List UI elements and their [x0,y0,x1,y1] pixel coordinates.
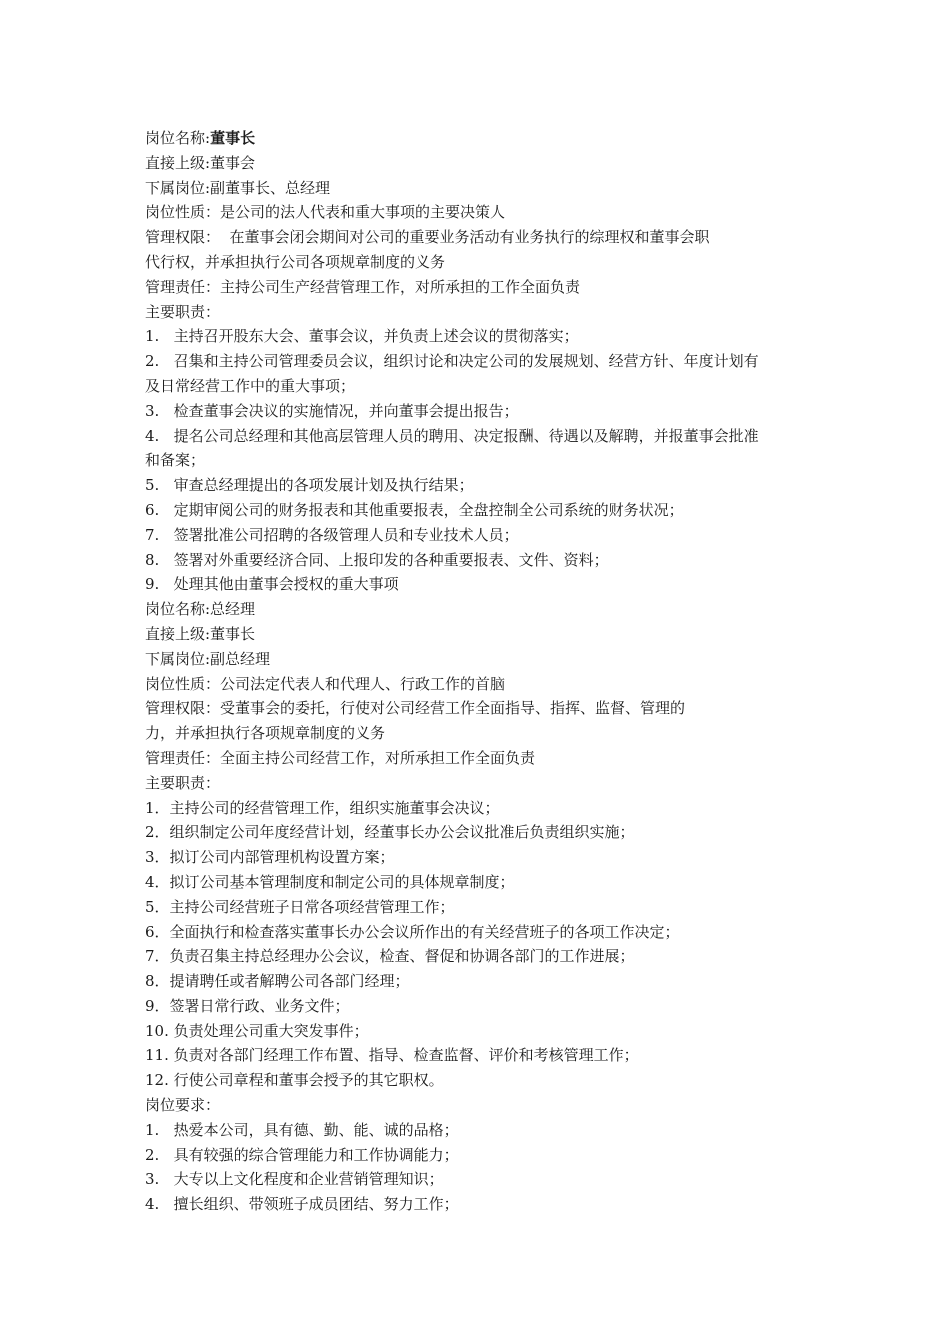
duty-item: 5. 审查总经理提出的各项发展计划及执行结果； [145,476,474,495]
duty-item: 12. 行使公司章程和董事会授予的其它职权。 [145,1071,444,1090]
requirement-item: 4. 擅长组织、带领班子成员团结、努力工作； [145,1195,459,1214]
duty-item: 9. 处理其他由董事会授权的重大事项 [145,575,399,594]
subordinate-line: 下属岗位:副董事长、总经理 [145,178,331,197]
duty-item-cont: 及日常经营工作中的重大事项； [145,376,356,395]
authority-line: 管理权限： 在董事会闭会期间对公司的重要业务活动有业务执行的综理权和董事会职 [145,228,710,247]
duty-item: 10. 负责处理公司重大突发事件； [145,1021,369,1040]
duty-item: 4．拟订公司基本管理制度和制定公司的具体规章制度； [145,872,515,891]
duty-item: 2. 召集和主持公司管理委员会议，组织讨论和决定公司的发展规划、经营方针、年度计划有 [145,352,759,371]
supervisor-line: 直接上级:董事长 [145,624,256,643]
duty-item: 7．负责召集主持总经理办公会议，检查、督促和协调各部门的工作进展； [145,947,635,966]
duty-item: 8．提请聘任或者解聘公司各部门经理； [145,972,410,991]
position-title-label: 岗位名称: [145,129,211,147]
duty-item: 6. 定期审阅公司的财务报表和其他重要报表，全盘控制全公司系统的财务状况； [145,500,684,519]
requirements-heading: 岗位要求： [145,1096,221,1115]
duties-heading: 主要职责： [145,773,221,792]
requirement-item: 1. 热爱本公司，具有德、勤、能、诚的品格； [145,1120,459,1139]
authority-line-cont: 代行权，并承担执行公司各项规章制度的义务 [145,252,446,271]
duty-item: 6．全面执行和检查落实董事长办公会议所作出的有关经营班子的各项工作决定； [145,922,680,941]
authority-line: 管理权限：受董事会的委托，行使对公司经营工作全面指导、指挥、监督、管理的 [145,699,686,718]
duty-item: 8. 签署对外重要经济合同、上报印发的各种重要报表、文件、资料； [145,550,609,569]
duty-item: 4. 提名公司总经理和其他高层管理人员的聘用、决定报酬、待遇以及解聘，并报董事会批准 [145,426,759,445]
duty-item: 1. 主持召开股东大会、董事会议，并负责上述会议的贯彻落实； [145,327,579,346]
duty-item: 2．组织制定公司年度经营计划，经董事长办公会议批准后负责组织实施； [145,823,635,842]
duties-heading: 主要职责： [145,302,221,321]
subordinate-line: 下属岗位:副总经理 [145,649,271,668]
document-page [145,126,850,1217]
duty-item: 9．签署日常行政、业务文件； [145,996,350,1015]
position-title-value: 董事长 [210,129,256,147]
position-title-line: 岗位名称:总经理 [145,600,256,619]
requirement-item: 2. 具有较强的综合管理能力和工作协调能力； [145,1145,459,1164]
position-nature-line: 岗位性质：公司法定代表人和代理人、行政工作的首脑 [145,674,506,693]
duty-item: 5．主持公司经营班子日常各项经营管理工作； [145,897,455,916]
duty-item: 3. 检查董事会决议的实施情况，并向董事会提出报告； [145,401,519,420]
position-nature-line: 岗位性质：是公司的法人代表和重大事项的主要决策人 [145,203,506,222]
duty-item-cont: 和备案； [145,451,206,470]
authority-line-cont: 力，并承担执行各项规章制度的义务 [145,724,386,743]
requirement-item: 3. 大专以上文化程度和企业营销管理知识； [145,1170,444,1189]
supervisor-line: 直接上级:董事会 [145,153,256,172]
duty-item: 3．拟订公司内部管理机构设置方案； [145,848,395,867]
position-title-line [145,126,850,151]
duty-item: 11. 负责对各部门经理工作布置、指导、检查监督、评价和考核管理工作； [145,1046,639,1065]
responsibility-line: 管理责任：全面主持公司经营工作，对所承担工作全面负责 [145,748,536,767]
duty-item: 7. 签署批准公司招聘的各级管理人员和专业技术人员； [145,525,519,544]
duty-item: 1．主持公司的经营管理工作，组织实施董事会决议； [145,798,500,817]
responsibility-line: 管理责任：主持公司生产经营管理工作，对所承担的工作全面负责 [145,277,581,296]
